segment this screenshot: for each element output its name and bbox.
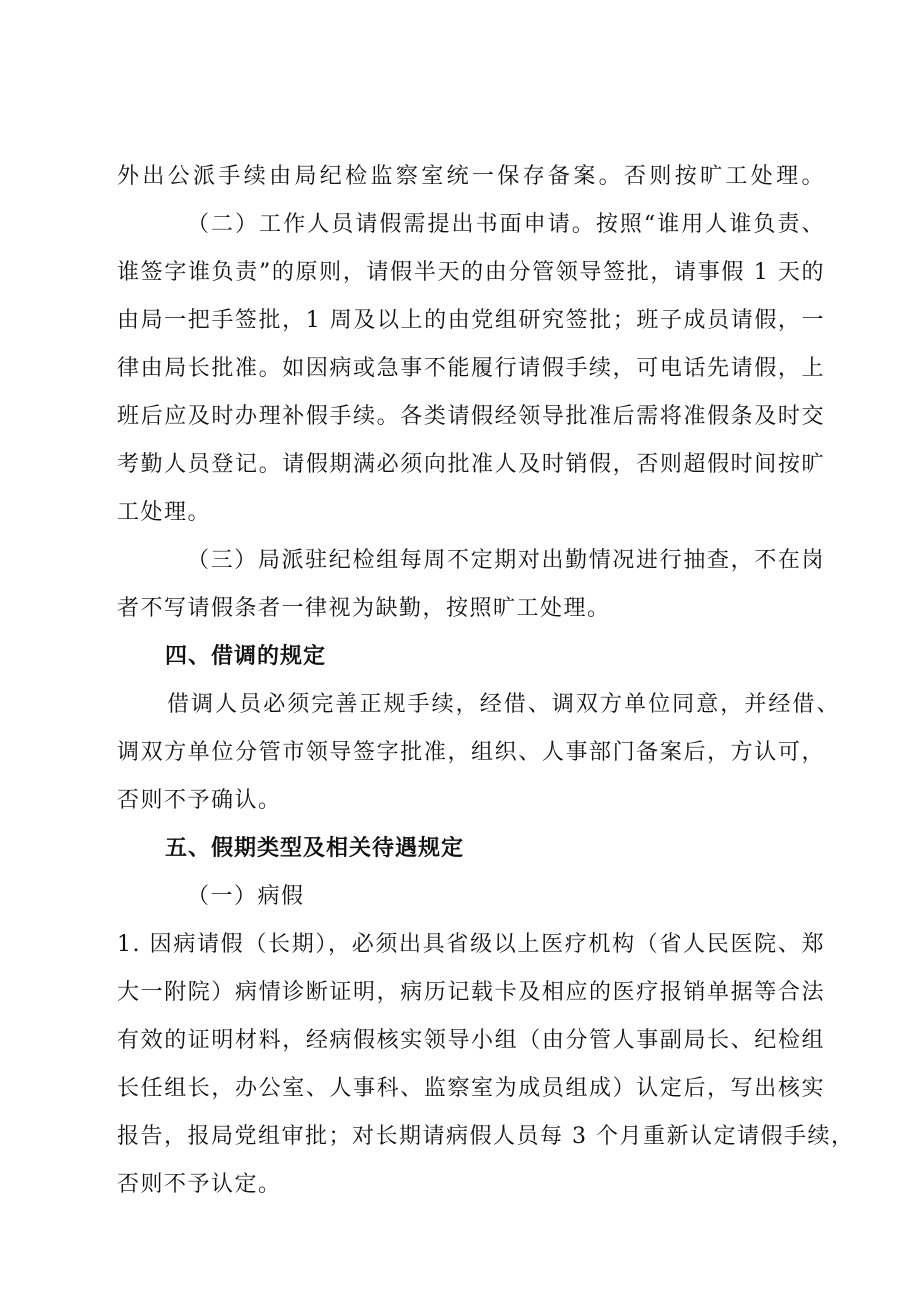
body-text-line: 否则不予认定。 <box>117 1172 282 1197</box>
body-text-line: 否则不予确认。 <box>117 788 282 813</box>
body-text-line: 外出公派手续由局纪检监察室统一保存备案。否则按旷工处理。 <box>117 164 825 189</box>
body-text-line: 者不写请假条者一律视为缺勤，按照旷工处理。 <box>117 596 611 621</box>
body-text-line: 调双方单位分管市领导签字批准，组织、人事部门备案后，方认可， <box>117 740 825 765</box>
section-heading: 五、假期类型及相关待遇规定 <box>165 836 465 861</box>
body-text-line: 工处理。 <box>117 500 212 525</box>
section-heading: 四、借调的规定 <box>165 644 327 669</box>
body-text-line: 长任组长，办公室、人事科、监察室为成员组成）认定后，写出核实 <box>117 1076 825 1101</box>
body-text-line: 律由局长批准。如因病或急事不能履行请假手续，可电话先请假，上 <box>117 356 825 381</box>
body-text-line: 借调人员必须完善正规手续，经借、调双方单位同意，并经借、 <box>167 692 840 717</box>
body-text-line: 由局一把手签批，1 周及以上的由党组研究签批；班子成员请假，一 <box>117 308 825 333</box>
body-text-line: 报告，报局党组审批；对长期请病假人员每 3 个月重新认定请假手续， <box>117 1124 855 1149</box>
body-text-line: （三）局派驻纪检组每周不定期对出勤情况进行抽查，不在岗 <box>187 548 825 573</box>
body-text-line: 谁签字谁负责”的原则，请假半天的由分管领导签批，请事假 1 天的 <box>117 260 825 285</box>
body-text-line: 1. 因病请假（长期），必须出具省级以上医疗机构（省人民医院、郑 <box>117 932 825 957</box>
body-text-line: 考勤人员登记。请假期满必须向批准人及时销假，否则超假时间按旷 <box>117 452 825 477</box>
body-text-line: 有效的证明材料，经病假核实领导小组（由分管人事副局长、纪检组 <box>117 1028 825 1053</box>
body-text-line: 班后应及时办理补假手续。各类请假经领导批准后需将准假条及时交 <box>117 404 825 429</box>
body-text-line: （二）工作人员请假需提出书面申请。按照“谁用人谁负责、 <box>187 212 825 237</box>
body-text-line: 大一附院）病情诊断证明，病历记载卡及相应的医疗报销单据等合法 <box>117 980 825 1005</box>
subsection-heading: （一）病假 <box>187 884 305 909</box>
